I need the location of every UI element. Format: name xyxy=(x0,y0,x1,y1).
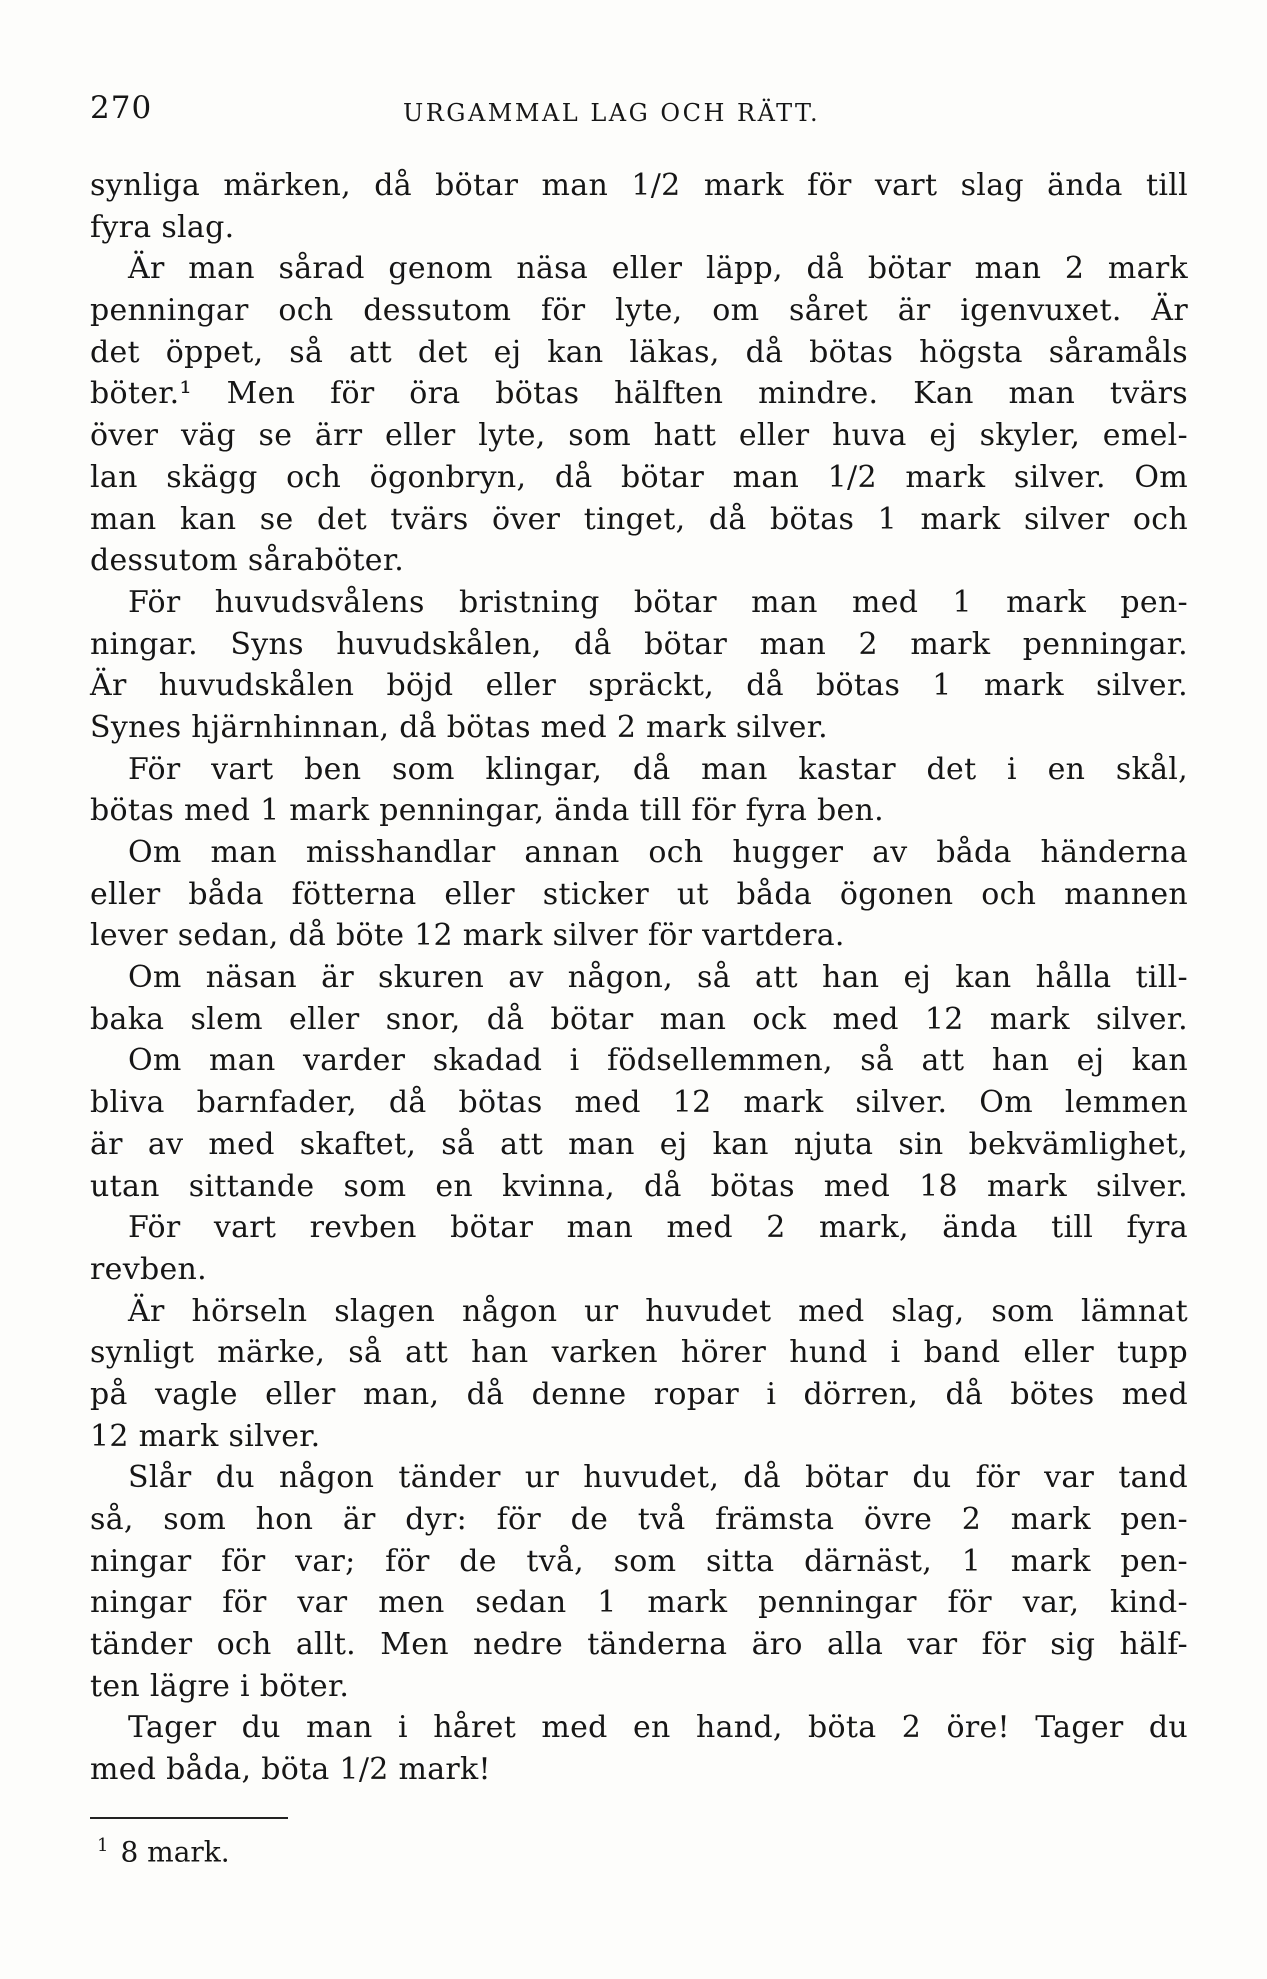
text-line: böter.¹ Men för öra bötas hälften mindre. Kan man tvärs xyxy=(90,376,1188,412)
text-line: baka slem eller snor, då bötar man ock med 12 mark silver. xyxy=(90,1001,1188,1037)
text-line: penningar och dessutom för lyte, om såret är igenvuxet. Är xyxy=(90,293,1188,329)
footnote-mark: 1 xyxy=(97,1835,109,1856)
text-line: det öppet, så att det ej kan läkas, då bötas högsta såramåls xyxy=(90,334,1188,370)
text-line: Om näsan är skuren av någon, så att han ej kan hålla till- xyxy=(128,960,1188,996)
text-line: För vart ben som klingar, då man kastar det i en skål, xyxy=(128,751,1188,787)
text-line: För huvudsvålens bristning bötar man med 1 mark pen- xyxy=(128,584,1188,620)
text-line: Är huvudskålen böjd eller spräckt, då bötas 1 mark silver. xyxy=(90,668,1188,704)
text-line: Om man misshandlar annan och hugger av båda händerna xyxy=(128,835,1188,870)
text-line: över väg se ärr eller lyte, som hatt eller huva ej skyler, emel- xyxy=(90,418,1188,454)
text-line: lan skägg och ögonbryn, då bötar man 1/2 mark silver. Om xyxy=(90,459,1188,495)
text-line: ningar för var men sedan 1 mark penningar för var, kind- xyxy=(90,1585,1188,1621)
text-line: så, som hon är dyr: för de två främsta övre 2 mark pen- xyxy=(90,1502,1188,1537)
footnote-rule xyxy=(90,1817,288,1819)
text-line: För vart revben bötar man med 2 mark, ända till fyra xyxy=(128,1210,1188,1246)
page-number: 270 xyxy=(90,90,153,126)
body-text xyxy=(90,165,1188,1791)
text-line: synliga märken, då bötar man 1/2 mark för vart slag ända till xyxy=(90,168,1188,203)
text-line: Är man sårad genom näsa eller läpp, då bötar man 2 mark xyxy=(128,251,1188,287)
footnote-text: 8 mark. xyxy=(120,1835,230,1869)
text-line: dessutom såraböter. xyxy=(90,543,405,579)
text-line: lever sedan, då böte 12 mark silver för vartdera. xyxy=(90,918,845,954)
text-line: ningar för var; för de två, som sitta därnäst, 1 mark pen- xyxy=(90,1543,1188,1579)
text-line: är av med skaftet, så att man ej kan njuta sin bekvämlighet, xyxy=(90,1126,1188,1162)
text-line: 12 mark silver. xyxy=(90,1418,321,1454)
text-line: revben. xyxy=(90,1251,207,1287)
text-line: på vagle eller man, då denne ropar i dörren, då bötes med xyxy=(90,1376,1188,1412)
text-line: bötas med 1 mark penningar, ända till för fyra ben. xyxy=(90,793,884,829)
text-line: Synes hjärnhinnan, då bötas med 2 mark silver. xyxy=(90,709,828,745)
text-line: tänder och allt. Men nedre tänderna äro alla var för sig hälf- xyxy=(90,1627,1188,1663)
text-line: man kan se det tvärs över tinget, då bötas 1 mark silver och xyxy=(90,501,1188,537)
running-title: URGAMMAL LAG OCH RÄTT. xyxy=(403,99,821,127)
text-line: utan sittande som en kvinna, då bötas med 18 mark silver. xyxy=(90,1168,1188,1204)
text-line: med båda, böta 1/2 mark! xyxy=(90,1752,491,1788)
text-line: ten lägre i böter. xyxy=(90,1668,350,1704)
text-line: ningar. Syns huvudskålen, då bötar man 2 mark penningar. xyxy=(90,626,1188,662)
text-line: synligt märke, så att han varken hörer hund i band eller tupp xyxy=(90,1335,1188,1371)
text-line: fyra slag. xyxy=(90,209,235,245)
footnote xyxy=(97,1828,230,1870)
text-line: Är hörseln slagen någon ur huvudet med slag, som lämnat xyxy=(128,1293,1188,1329)
text-line: Om man varder skadad i födsellemmen, så att han ej kan xyxy=(128,1043,1188,1079)
text-line: bliva barnfader, då bötas med 12 mark silver. Om lemmen xyxy=(90,1085,1188,1121)
text-line: Tager du man i håret med en hand, böta 2 öre! Tager du xyxy=(128,1710,1188,1746)
text-line: eller båda fötterna eller sticker ut båda ögonen och mannen xyxy=(90,876,1188,912)
text-line: Slår du någon tänder ur huvudet, då bötar du för var tand xyxy=(128,1460,1188,1496)
